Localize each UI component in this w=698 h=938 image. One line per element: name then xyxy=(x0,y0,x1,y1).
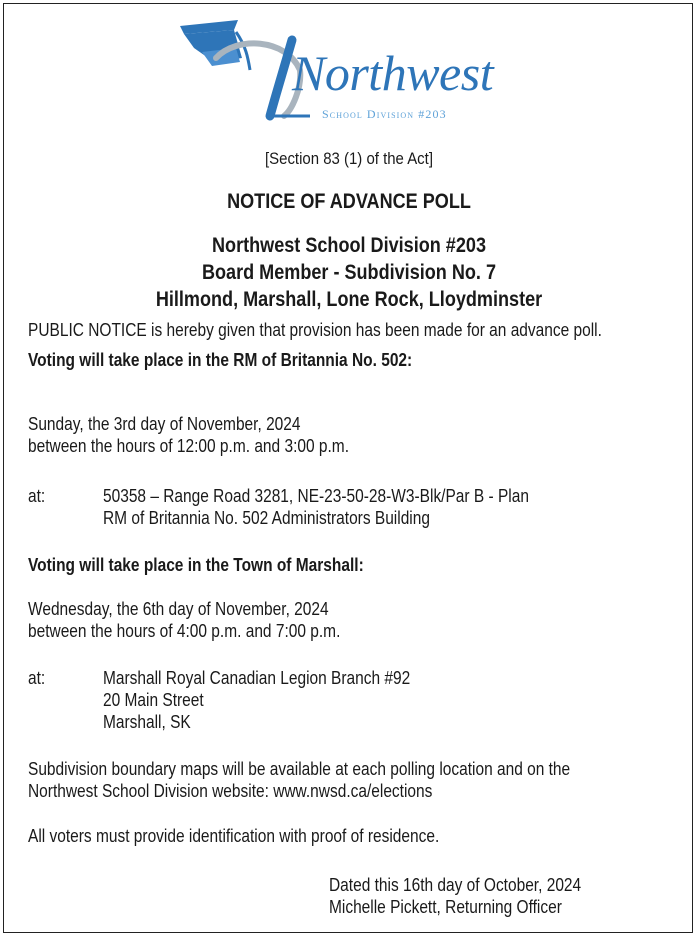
poll1-location xyxy=(103,485,529,529)
maps-note-line-1: Subdivision boundary maps will be available at each polling location and on the xyxy=(28,759,571,779)
poll1-location-line-2: RM of Britannia No. 502 Administrators Building xyxy=(103,508,430,528)
maps-note-line-2: Northwest School Division website: www.nwsd.ca/elections xyxy=(28,781,433,801)
northwest-logo xyxy=(176,18,526,130)
poll2-hours: between the hours of 4:00 p.m. and 7:00 p.m. xyxy=(28,621,341,641)
poll2-location-line-3: Marshall, SK xyxy=(103,712,191,732)
dated-line: Dated this 16th day of October, 2024 xyxy=(329,875,582,895)
poll2-heading: Voting will take place in the Town of Marshall: xyxy=(28,555,364,575)
returning-officer: Michelle Pickett, Returning Officer xyxy=(329,897,562,917)
poll2-location-line-2: 20 Main Street xyxy=(103,690,204,710)
poll1-date: Sunday, the 3rd day of November, 2024 xyxy=(28,414,301,434)
heading-line-2: Board Member - Subdivision No. 7 xyxy=(201,261,497,284)
poll1-heading: Voting will take place in the RM of Britannia No. 502: xyxy=(28,350,413,370)
poll2-at-label: at: xyxy=(28,668,46,688)
poll1-hours: between the hours of 12:00 p.m. and 3:00 p.m. xyxy=(28,436,349,456)
public-notice: PUBLIC NOTICE is hereby given that provision has been made for an advance poll. xyxy=(28,320,602,340)
signature-block xyxy=(329,874,581,918)
logo-subtitle: School Division #203 xyxy=(322,107,447,121)
section-reference: [Section 83 (1) of the Act] xyxy=(265,149,433,168)
heading-line-3: Hillmond, Marshall, Lone Rock, Lloydminster xyxy=(155,288,543,311)
poll1-at-label: at: xyxy=(28,486,46,506)
poll2-date: Wednesday, the 6th day of November, 2024 xyxy=(28,599,329,619)
notice-title: NOTICE OF ADVANCE POLL xyxy=(227,190,471,213)
heading-line-1: Northwest School Division #203 xyxy=(212,234,486,257)
logo-wordmark: Northwest xyxy=(292,45,494,101)
id-note: All voters must provide identification with proof of residence. xyxy=(28,826,440,846)
notice-heading xyxy=(49,232,649,313)
poll2-location-line-1: Marshall Royal Canadian Legion Branch #92 xyxy=(103,668,411,688)
poll2-location xyxy=(103,667,410,733)
poll1-location-line-1: 50358 – Range Road 3281, NE-23-50-28-W3-Blk/Par B - Plan xyxy=(103,486,529,506)
